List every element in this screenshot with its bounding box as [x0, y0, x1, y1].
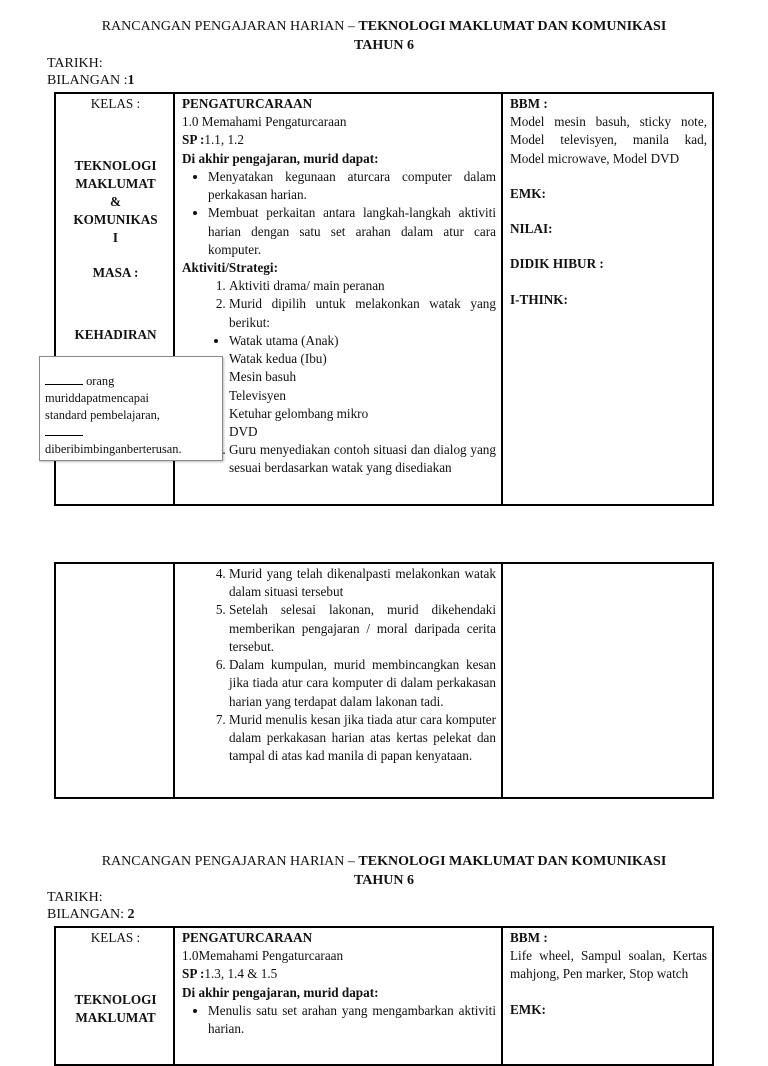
- activity-heading: Aktiviti/Strategi:: [182, 259, 278, 275]
- lesson-plan-table-2: [54, 926, 714, 1066]
- year-title: TAHUN 6: [353, 38, 415, 53]
- content-cell: [174, 93, 502, 505]
- list-item: • Menulis satu set arahan yang mengambarkan aktiviti harian.: [208, 1002, 496, 1038]
- emk-label: EMK:: [510, 1001, 546, 1017]
- objective-list: [182, 168, 496, 259]
- emk-label: EMK:: [510, 185, 546, 201]
- list-item: 1. Aktiviti drama/ main peranan: [229, 277, 496, 295]
- resources-cell: [502, 93, 713, 505]
- masa-label: MASA :: [92, 265, 139, 281]
- objective-list: [182, 1002, 496, 1038]
- list-item: • Mesin basuh: [229, 368, 496, 386]
- bbm-label: BBM :: [510, 96, 548, 111]
- list-item: • DVD: [229, 423, 496, 441]
- year-title-2: TAHUN 6: [353, 873, 415, 888]
- bilangan-field: BILANGAN :1: [47, 73, 135, 88]
- activity-list: [182, 277, 496, 332]
- kelas-label: KELAS :: [90, 930, 141, 945]
- role-list: [182, 332, 496, 441]
- resources-cell: [502, 927, 713, 1065]
- bilangan-field-2: BILANGAN: 2: [47, 907, 135, 922]
- kelas-cell: [55, 927, 174, 1065]
- bbm-value: Life wheel, Sampul soalan, Kertas mahjong, Pen marker, Stop watch: [510, 948, 707, 982]
- activity-list-cont: [182, 565, 496, 765]
- kelas-label: KELAS :: [90, 96, 141, 111]
- document-title-2: RANCANGAN PENGAJARAN HARIAN – TEKNOLOGI MAKLUMAT DAN KOMUNIKASI: [101, 854, 667, 869]
- ithink-label: I-THINK:: [510, 291, 568, 307]
- objective-heading: Di akhir pengajaran, murid dapat:: [182, 150, 379, 166]
- list-item: 7. Murid menulis kesan jika tiada atur cara komputer dalam perkakasan harian atas kertas pelekat dan tampal di atas kad manila di papan kenyataan.: [229, 711, 496, 766]
- document-title: RANCANGAN PENGAJARAN HARIAN – TEKNOLOGI MAKLUMAT DAN KOMUNIKASI: [101, 19, 667, 34]
- list-item: 5. Setelah selesai lakonan, murid dikehendaki memberikan pengajaran / moral daripada cerita tersebut.: [229, 601, 496, 656]
- bilangan-value: 2: [127, 907, 135, 922]
- list-item: • Membuat perkaitan antara langkah-langkah aktiviti harian dengan satu set arahan dalam atur cara komputer.: [208, 204, 496, 259]
- kelas-cell: [55, 563, 174, 798]
- activity-list-cont: [182, 441, 496, 477]
- list-item: 6. Dalam kumpulan, murid membincangkan kesan jika tiada atur cara komputer di dalam perkakasan harian yang terdapat dalam lakonan tadi.: [229, 656, 496, 711]
- topic: PENGATURCARAAN: [182, 96, 313, 111]
- blank-line[interactable]: [45, 373, 83, 385]
- list-item: • Ketuhar gelombang mikro: [229, 405, 496, 423]
- tarikh-field: TARIKH:: [47, 56, 103, 71]
- standard: 1.0 Memahami Pengaturcaraan: [182, 114, 347, 130]
- content-cell: [174, 563, 502, 798]
- sp-line: SP :1.3, 1.4 & 1.5: [182, 966, 278, 982]
- bilangan-value: 1: [127, 73, 135, 88]
- kelas-value: TEKNOLOGI MAKLUMAT: [74, 992, 157, 1026]
- content-cell: [174, 927, 502, 1065]
- standard: 1.0Memahami Pengaturcaraan: [182, 948, 344, 964]
- list-item: • Menyatakan kegunaan aturcara computer dalam perkakasan harian.: [208, 168, 496, 204]
- resources-cell: [502, 563, 713, 798]
- lesson-plan-table-1-continued: [54, 562, 714, 799]
- list-item: 2. Murid dipilih untuk melakonkan watak yang berikut:: [229, 295, 496, 331]
- subject-title: TEKNOLOGI MAKLUMAT DAN KOMUNIKASI: [358, 19, 667, 34]
- sp-line: SP :1.1, 1.2: [182, 132, 244, 148]
- list-item: 3. Guru menyediakan contoh situasi dan dialog yang sesuai berdasarkan watak yang disediakan: [229, 441, 496, 477]
- kehadiran-label: KEHADIRAN: [74, 327, 157, 343]
- tarikh-field-2: TARIKH:: [47, 890, 103, 905]
- list-item: • Watak kedua (Ibu): [229, 350, 496, 368]
- kelas-value: TEKNOLOGI MAKLUMAT & KOMUNIKAS I: [73, 158, 158, 246]
- list-item: • Televisyen: [229, 387, 496, 405]
- bbm-label: BBM :: [510, 930, 548, 945]
- attendance-callout: orang muriddapatmencapai standard pembelajaran, diberibimbinganberterusan.: [39, 356, 223, 461]
- list-item: • Watak utama (Anak): [229, 332, 496, 350]
- nilai-label: NILAI:: [510, 221, 553, 237]
- didik-hibur-label: DIDIK HIBUR :: [510, 256, 604, 272]
- bbm-value: Model mesin basuh, sticky note, Model televisyen, manila kad, Model microwave, Model DVD: [510, 114, 707, 166]
- objective-heading: Di akhir pengajaran, murid dapat:: [182, 984, 379, 1000]
- topic: PENGATURCARAAN: [182, 930, 313, 945]
- blank-line[interactable]: [45, 424, 83, 436]
- list-item: 4. Murid yang telah dikenalpasti melakonkan watak dalam situasi tersebut: [229, 565, 496, 601]
